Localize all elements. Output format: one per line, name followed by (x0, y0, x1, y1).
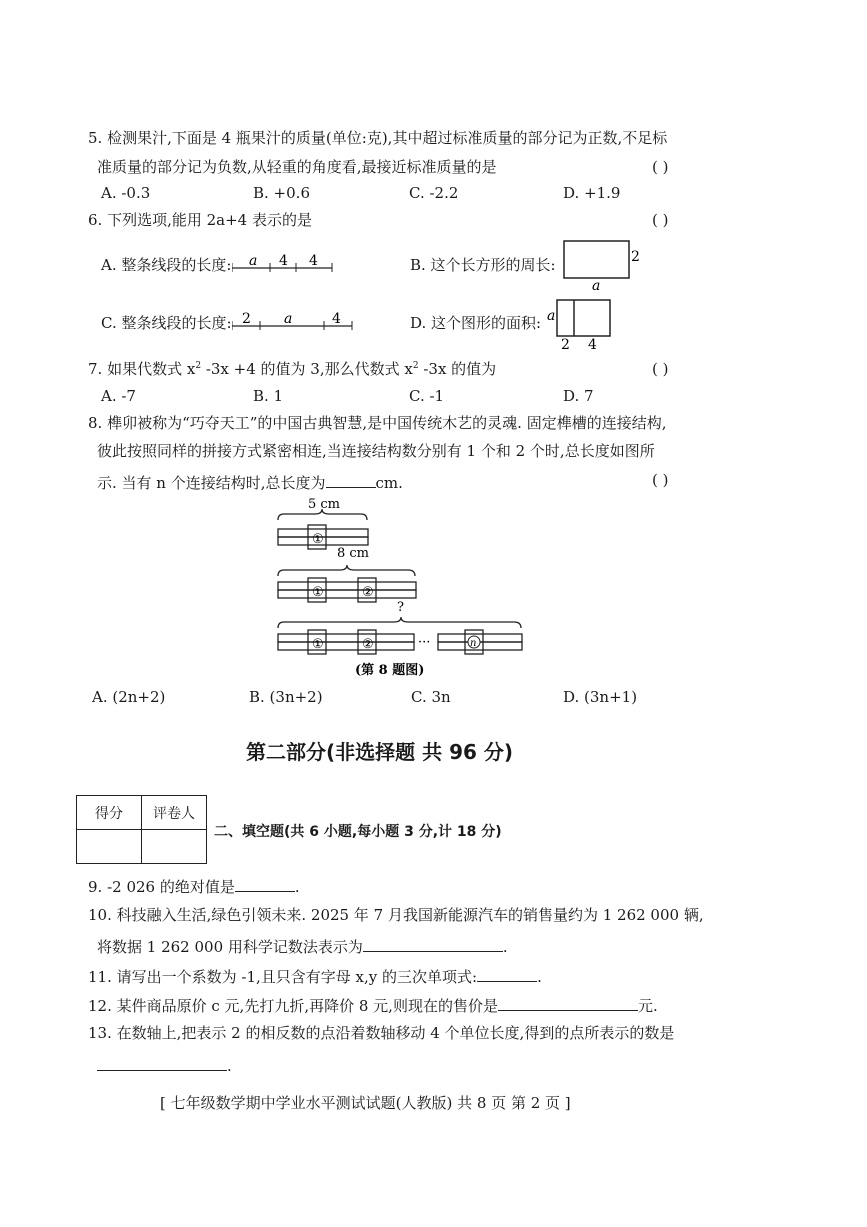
q6c-seg-1: 2 (242, 311, 251, 327)
q8-r1-marker-1: ① (312, 532, 324, 547)
q8-option-b: B. (3n+2) (249, 688, 323, 706)
q8-label-8cm: 8 cm (337, 546, 370, 561)
q6b-width-label: a (592, 278, 601, 294)
q6-option-b-rectangle (560, 238, 650, 294)
q8-option-d: D. (3n+1) (563, 688, 638, 706)
q8-r2-marker-1: ① (312, 585, 324, 600)
score-header: 得分 (77, 796, 142, 830)
q10-line2: 将数据 1 262 000 用科学记数法表示为 . (97, 938, 508, 956)
score-cell (77, 830, 142, 864)
q8-answer-paren: ( ) (652, 471, 669, 489)
q6-option-d-figure (544, 296, 616, 352)
q8-r3-marker-1: ① (312, 637, 324, 652)
q13-line2: . (97, 1056, 232, 1074)
q7-answer-paren: ( ) (652, 360, 669, 378)
q6-stem: 6. 下列选项,能用 2a+4 表示的是 (88, 211, 312, 229)
q8-r3-marker-n: n (470, 638, 477, 649)
q8-option-a: A. (2n+2) (92, 688, 166, 706)
q6-option-a-segment (232, 250, 342, 274)
q6d-width2-label: 4 (588, 337, 597, 352)
q9: 9. -2 026 的绝对值是 . (88, 878, 300, 896)
q10-line1: 10. 科技融入生活,绿色引领未来. 2025 年 7 月我国新能源汽车的销售量约为 1 262 000 辆, (88, 906, 704, 924)
q8-stem-line1: 8. 榫卯被称为“巧夺天工”的中国古典智慧,是中国传统木艺的灵魂. 固定榫槽的连接结构, (88, 414, 667, 432)
part2-title: 第二部分(非选择题 共 96 分) (246, 740, 514, 764)
q7-stem: 7. 如果代数式 $x^2$ -3x +4 的值为 3,那么代数式 $x^2$ -3x 的值为 (88, 360, 497, 378)
section2-title: 二、填空题(共 6 小题,每小题 3 分,计 18 分) (214, 824, 502, 840)
q8-stem-line2: 彼此按照同样的拼接方式紧密相连,当连接结构数分别有 1 个和 2 个时,总长度如图所 (97, 442, 655, 460)
q5-stem-line2: 准质量的部分记为负数,从轻重的角度看,最接近标准质量的是 (97, 158, 497, 176)
q5-stem-line1: 5. 检测果汁,下面是 4 瓶果汁的质量(单位:克),其中超过标准质量的部分记为正数,不足标 (88, 129, 668, 147)
page-footer: [ 七年级数学期中学业水平测试试题(人教版) 共 8 页 第 2 页 ] (160, 1094, 571, 1112)
q5-option-b: B. +0.6 (253, 184, 310, 202)
q6a-seg-1: a (249, 253, 258, 269)
q6a-seg-3: 4 (309, 253, 318, 269)
grader-cell (142, 830, 207, 864)
q8-option-c: C. 3n (411, 688, 451, 706)
score-table (76, 795, 207, 864)
q7-option-d: D. 7 (563, 387, 594, 405)
q6d-side-label: a (547, 308, 556, 324)
q6c-seg-3: 4 (332, 311, 341, 327)
q13-line1: 13. 在数轴上,把表示 2 的相反数的点沿着数轴移动 4 个单位长度,得到的点所表示的数是 (88, 1024, 675, 1042)
q6c-seg-2: a (284, 311, 293, 327)
q6-option-b-label: B. 这个长方形的周长: (410, 256, 556, 274)
q8-stem-line3: 示. 当有 n 个连接结构时,总长度为 cm. (97, 474, 403, 492)
q5-option-a: A. -0.3 (101, 184, 151, 202)
q8-r3-dots: ··· (418, 635, 431, 650)
q8-label-question: ? (397, 600, 404, 615)
q12: 12. 某件商品原价 c 元,先打九折,再降价 8 元,则现在的售价是 元. (88, 997, 658, 1015)
q6-answer-paren: ( ) (652, 211, 669, 229)
q8-r3-marker-2: ② (362, 637, 374, 652)
q8-figure-caption: (第 8 题图) (355, 663, 425, 678)
q7-option-a: A. -7 (101, 387, 136, 405)
q8-label-5cm: 5 cm (308, 497, 341, 512)
q6a-seg-2: 4 (279, 253, 288, 269)
q6-option-c-segment (232, 308, 362, 332)
q5-option-d: D. +1.9 (563, 184, 621, 202)
q6d-width1-label: 2 (561, 337, 570, 352)
q6-option-a-label: A. 整条线段的长度: (101, 256, 232, 274)
grader-header: 评卷人 (142, 796, 207, 830)
q11: 11. 请写出一个系数为 -1,且只含有字母 x,y 的三次单项式: . (88, 968, 542, 986)
q5-option-c: C. -2.2 (409, 184, 459, 202)
q8-r2-marker-2: ② (362, 585, 374, 600)
q7-option-b: B. 1 (253, 387, 284, 405)
q6-option-c-label: C. 整条线段的长度: (101, 314, 232, 332)
q6-option-d-label: D. 这个图形的面积: (410, 314, 542, 332)
q7-option-c: C. -1 (409, 387, 445, 405)
q5-answer-paren: ( ) (652, 158, 669, 176)
q6b-height-label: 2 (631, 249, 640, 265)
q8-figure (270, 494, 530, 684)
